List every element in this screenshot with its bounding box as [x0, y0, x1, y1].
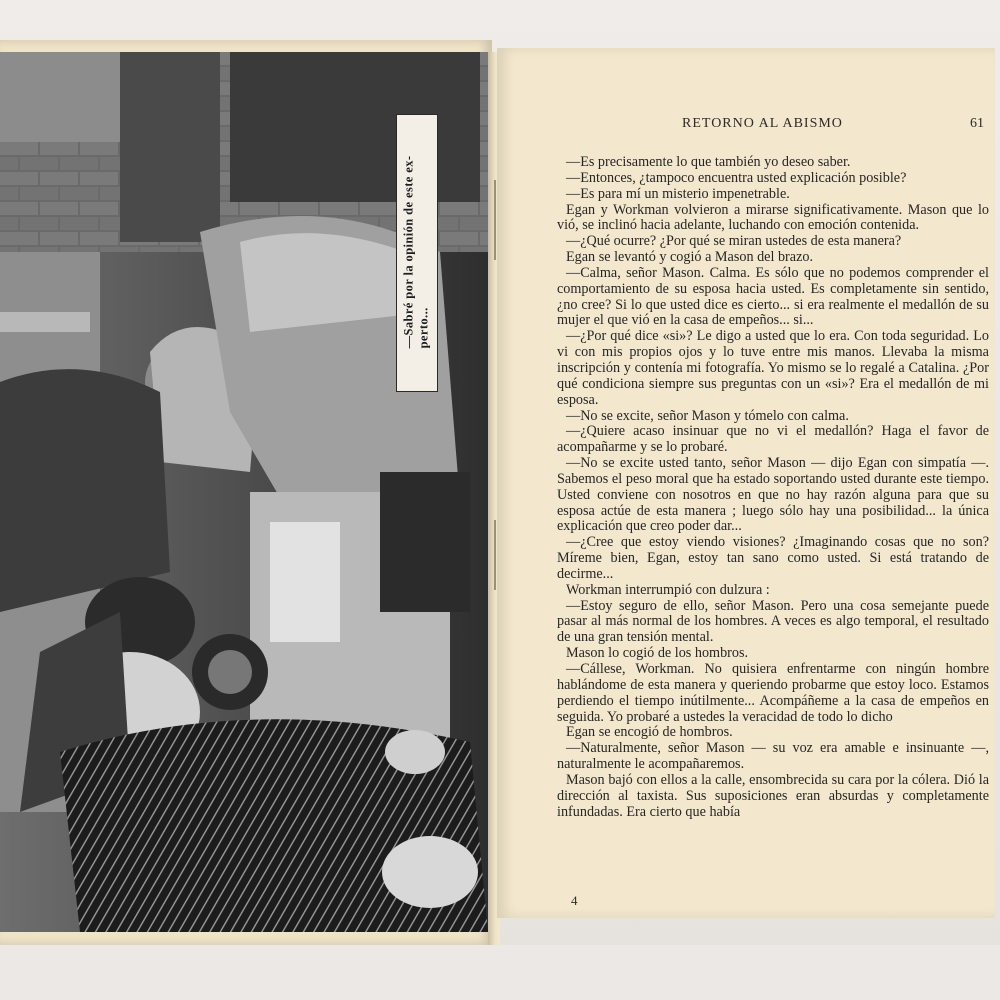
caption-line-1: —Sabré por la opinión de este ex-	[401, 155, 415, 349]
paragraph: —Cállese, Workman. No quisiera enfrentarme con ningún hombre hablándome de esta manera y queriendo probarme que estoy loco. Estamos perdiendo el tiempo inútilmente... Acompáñeme a la casa de empeños en seguida. Yo probaré a ustedes la veracidad de todo lo dicho	[557, 661, 989, 725]
paragraph: Mason lo cogió de los hombros.	[566, 645, 749, 662]
paragraph: —¿Quiere acaso insinuar que no vi el medallón? Haga el favor de acompañarme y se lo probaré.	[557, 423, 989, 456]
paragraph: —Calma, señor Mason. Calma. Es sólo que no podemos comprender el comportamiento de su esposa hacia usted. Es completamente sin sentido, ¿no cree? Si lo que usted dice es cierto... si era realmente el medallón de su mujer el que vió en la casa de empeños... si...	[557, 264, 989, 329]
paragraph: —Naturalmente, señor Mason — su voz era amable e insinuante —, naturalmente le acompañaremos.	[557, 740, 989, 773]
caption-line-2: perto...	[416, 307, 430, 349]
paragraph: —¿Por qué dice «si»? Le digo a usted que lo era. Con toda seguridad. Lo vi con mis propios ojos y lo tuve entre mis manos. Llevaba la misma inscripción y contenía mi fotografía. Yo mismo se lo regalé a Catalina. ¿Por qué condiciona siempre sus preguntas con un «si»? Era el medallón de mi esposa.	[557, 328, 989, 408]
page-number: 61	[970, 116, 984, 131]
paragraph: Egan se levantó y cogió a Mason del brazo.	[566, 249, 814, 266]
body-text	[557, 155, 989, 820]
paragraph: —Estoy seguro de ello, señor Mason. Pero una cosa semejante puede pasar al más normal de los hombres. A veces es algo temporal, el resultado de una gran tensión mental.	[557, 597, 989, 646]
binding-stitch	[494, 180, 496, 260]
running-head: RETORNO AL ABISMO	[682, 116, 843, 131]
paragraph: —No se excite usted tanto, señor Mason — dijo Egan con simpatía —. Sabemos el peso moral que ha estado soportando usted durante este tiempo. Usted conviene con nosotros en que no hay razón alguna para que su esposa actúe de esta manera ; luego sólo hay una posibilidad... la única explicación que creo poder dar...	[557, 455, 989, 535]
paragraph: Egan y Workman volvieron a mirarse significativamente. Mason que lo vió, se inclinó hacia adelante, luchando con emoción contenida.	[557, 201, 989, 234]
scan-bottom-edge	[0, 945, 1000, 1000]
paragraph: Mason bajó con ellos a la calle, ensombrecida su cara por la cólera. Dió la dirección al taxista. Sus suposiciones eran absurdas y completamente infundadas. Era cierto que había	[557, 771, 989, 820]
paragraph: Egan se encogió de hombros.	[566, 724, 733, 741]
paragraph: —Es precisamente lo que también yo deseo saber.	[566, 154, 851, 170]
binding-stitch	[494, 520, 496, 590]
paragraph: Workman interrumpió con dulzura :	[566, 581, 770, 598]
paragraph: —Es para mí un misterio impenetrable.	[566, 185, 790, 202]
paragraph: —¿Cree que estoy viendo visiones? ¿Imaginando cosas que no son? Míreme bien, Egan, estoy tan sano como usted. Si está tratando de decirme...	[557, 534, 989, 582]
photo-caption	[396, 114, 436, 390]
paragraph: —Entonces, ¿tampoco encuentra usted explicación posible?	[566, 169, 907, 186]
signature-mark: 4	[571, 893, 578, 908]
paragraph: —¿Qué ocurre? ¿Por qué se miran ustedes de esta manera?	[566, 233, 902, 250]
paragraph: —No se excite, señor Mason y tómelo con calma.	[566, 407, 849, 424]
